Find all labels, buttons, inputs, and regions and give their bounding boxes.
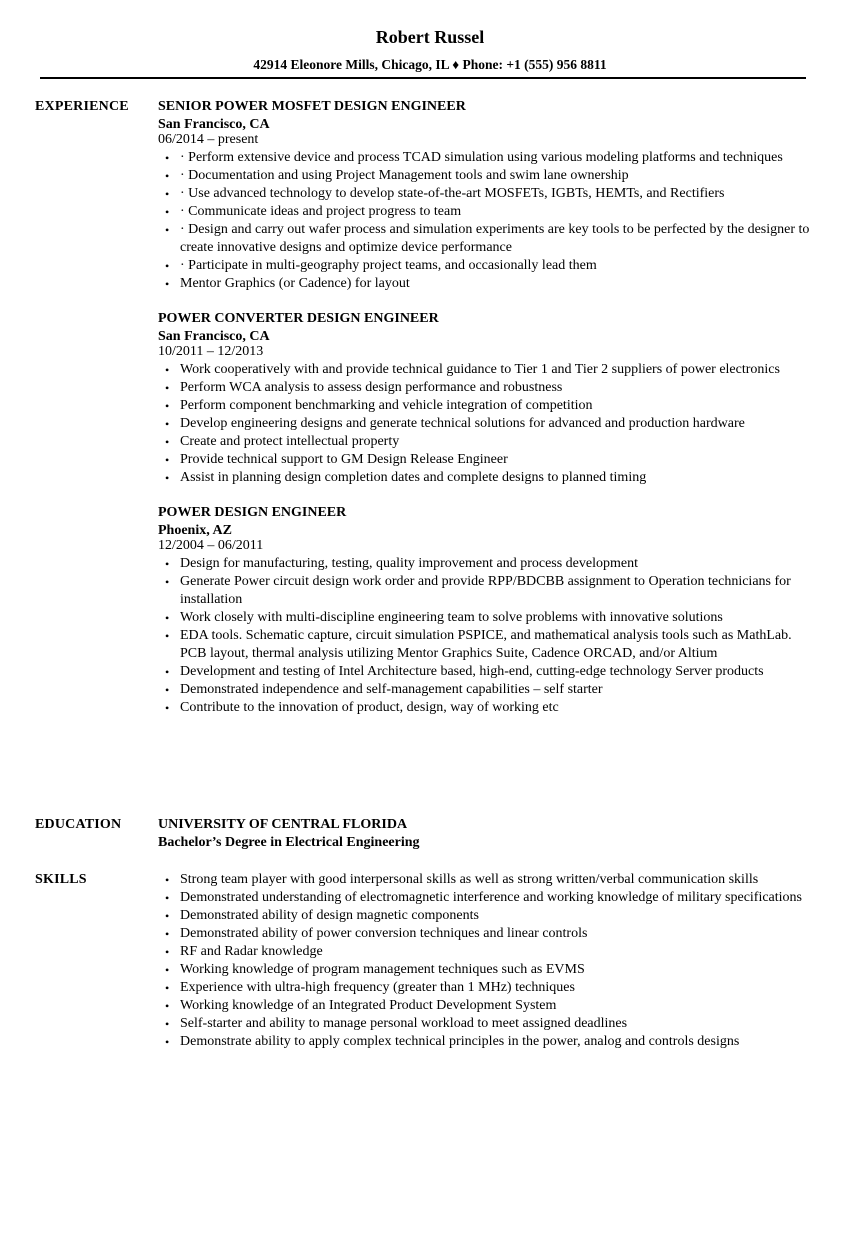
- job-entry: [158, 504, 810, 717]
- skill-item: • Working knowledge of an Integrated Product Development System: [180, 997, 810, 1015]
- skill-item: • Strong team player with good interpersonal skills as well as strong written/verbal communication skills: [180, 871, 810, 889]
- job-bullets: [158, 361, 810, 487]
- job-bullet: • Generate Power circuit design work order and provide RPP/BDCBB assignment to Operation technicians for installation: [180, 573, 810, 609]
- job-title: POWER CONVERTER DESIGN ENGINEER: [158, 311, 439, 326]
- job-bullet: • EDA tools. Schematic capture, circuit simulation PSPICE, and mathematical analysis tools such as MathLab. PCB layout, thermal analysis utilizing Mentor Graphics Suite, Cadence ORCAD, and/or Altium: [180, 627, 810, 663]
- job-bullet: • Perform component benchmarking and vehicle integration of competition: [180, 397, 810, 415]
- skill-item: • Experience with ultra-high frequency (greater than 1 MHz) techniques: [180, 979, 810, 997]
- job-title: SENIOR POWER MOSFET DESIGN ENGINEER: [158, 99, 466, 114]
- job-bullets: [158, 149, 810, 293]
- job-dates: 10/2011 – 12/2013: [158, 344, 264, 359]
- job-location: Phoenix, AZ: [158, 523, 232, 538]
- resume-header: [0, 0, 860, 73]
- job-bullet: • Create and protect intellectual property: [180, 433, 810, 451]
- job-location: San Francisco, CA: [158, 329, 270, 344]
- job-bullet: • · Design and carry out wafer process and simulation experiments are key tools to be perfected by the designer to create innovative designs and optimize device performance: [180, 221, 810, 257]
- skill-item: • Demonstrated ability of design magnetic components: [180, 907, 810, 925]
- skills-list: [158, 871, 810, 1051]
- skills-body: [158, 871, 810, 1051]
- education-label: EDUCATION: [35, 817, 122, 832]
- job-bullet: • Contribute to the innovation of product, design, way of working etc: [180, 699, 810, 717]
- skill-item: • Demonstrate ability to apply complex technical principles in the power, analog and controls designs: [180, 1033, 810, 1051]
- job-bullet: • Perform WCA analysis to assess design performance and robustness: [180, 379, 810, 397]
- school-name: UNIVERSITY OF CENTRAL FLORIDA: [158, 817, 408, 832]
- job-bullet: • · Participate in multi-geography project teams, and occasionally lead them: [180, 257, 810, 275]
- experience-list: [158, 98, 810, 734]
- job-bullet: • · Documentation and using Project Management tools and swim lane ownership: [180, 167, 810, 185]
- skill-item: • RF and Radar knowledge: [180, 943, 810, 961]
- job-bullets: [158, 555, 810, 717]
- candidate-name: Robert Russel: [375, 27, 485, 47]
- skill-item: • Self-starter and ability to manage personal workload to meet assigned deadlines: [180, 1015, 810, 1033]
- job-bullet: • Development and testing of Intel Architecture based, high-end, cutting-edge technology Server products: [180, 663, 810, 681]
- job-location: San Francisco, CA: [158, 117, 270, 132]
- contact-line: 42914 Eleonore Mills, Chicago, IL ♦ Phone: +1 (555) 956 8811: [253, 57, 607, 72]
- job-bullet: • Mentor Graphics (or Cadence) for layout: [180, 275, 810, 293]
- job-bullet: • · Perform extensive device and process TCAD simulation using various modeling platforms and techniques: [180, 149, 810, 167]
- job-dates: 12/2004 – 06/2011: [158, 538, 264, 553]
- job-entry: [158, 310, 810, 487]
- job-bullet: • · Use advanced technology to develop state-of-the-art MOSFETs, IGBTs, HEMTs, and Rectifiers: [180, 185, 810, 203]
- skill-item: • Demonstrated understanding of electromagnetic interference and working knowledge of military specifications: [180, 889, 810, 907]
- skill-item: • Working knowledge of program management techniques such as EVMS: [180, 961, 810, 979]
- job-bullet: • Develop engineering designs and generate technical solutions for advanced and production hardware: [180, 415, 810, 433]
- experience-label: EXPERIENCE: [35, 99, 129, 114]
- job-bullet: • · Communicate ideas and project progress to team: [180, 203, 810, 221]
- job-bullet: • Assist in planning design completion dates and complete designs to planned timing: [180, 469, 810, 487]
- job-title: POWER DESIGN ENGINEER: [158, 505, 347, 520]
- skill-item: • Demonstrated ability of power conversion techniques and linear controls: [180, 925, 810, 943]
- job-bullet: • Design for manufacturing, testing, quality improvement and process development: [180, 555, 810, 573]
- job-dates: 06/2014 – present: [158, 132, 259, 147]
- degree-name: Bachelor’s Degree in Electrical Engineering: [158, 835, 420, 850]
- education-body: [158, 816, 810, 852]
- job-entry: [158, 98, 810, 293]
- job-bullet: • Provide technical support to GM Design Release Engineer: [180, 451, 810, 469]
- job-bullet: • Demonstrated independence and self-management capabilities – self starter: [180, 681, 810, 699]
- job-bullet: • Work closely with multi-discipline engineering team to solve problems with innovative solutions: [180, 609, 810, 627]
- skills-label: SKILLS: [35, 872, 87, 887]
- header-divider: [40, 77, 806, 79]
- job-bullet: • Work cooperatively with and provide technical guidance to Tier 1 and Tier 2 suppliers of power electronics: [180, 361, 810, 379]
